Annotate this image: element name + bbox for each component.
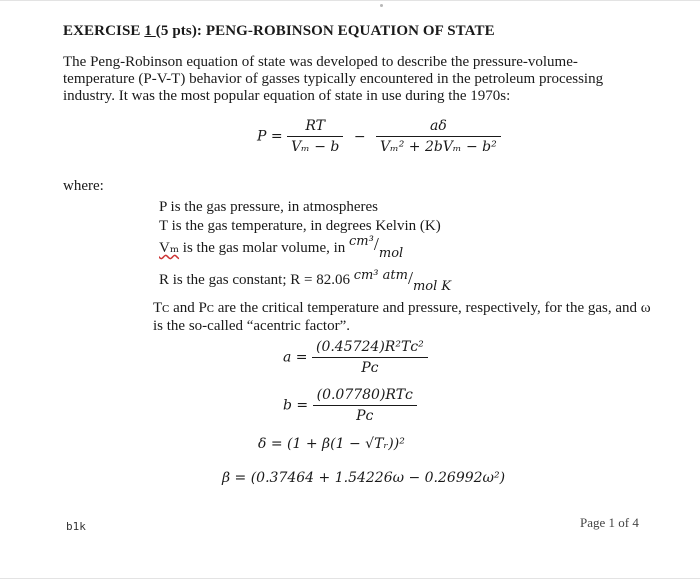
b-lhs: b = xyxy=(283,397,309,414)
exercise-title xyxy=(63,23,495,40)
page-number: Page 1 of 4 xyxy=(580,515,639,530)
peng-robinson-equation xyxy=(257,118,501,155)
where-label: where: xyxy=(63,178,104,194)
vm-unit-denominator: mol xyxy=(378,246,404,261)
r-unit-numerator: cm³ atm xyxy=(353,268,408,283)
b-denominator: Pᴄ xyxy=(356,408,374,424)
top-border xyxy=(0,0,700,1)
intro-line-1: The Peng-Robinson equation of state was developed to describe the pressure-volume- xyxy=(63,54,578,70)
intro-line-3: industry. It was the most popular equation of state in use during the 1970s: xyxy=(63,88,511,104)
term-2-denominator: Vₘ² + 2bVₘ − b² xyxy=(380,139,497,155)
intro-paragraph xyxy=(63,54,643,105)
term-2-numerator: aδ xyxy=(376,118,501,137)
title-number: 1 xyxy=(144,23,156,39)
b-fraction xyxy=(313,387,417,424)
a-fraction xyxy=(312,339,428,376)
def-molar-volume xyxy=(159,234,404,261)
r-text: R is the gas constant; R = 82.06 xyxy=(159,272,354,288)
a-denominator: Pᴄ xyxy=(361,360,379,376)
title-rest: (5 pts): PENG-ROBINSON EQUATION OF STATE xyxy=(155,23,495,39)
intro-line-2: temperature (P-V-T) behavior of gasses typically encountered in the petroleum processing xyxy=(63,71,604,87)
equation-b xyxy=(283,387,417,424)
equation-a xyxy=(283,339,428,376)
title-prefix: EXERCISE xyxy=(63,23,145,39)
equation-term-2 xyxy=(376,118,501,155)
vm-unit-slash: / xyxy=(373,234,379,254)
def-pressure: P is the gas pressure, in atmospheres xyxy=(159,199,378,215)
a-lhs: a = xyxy=(283,349,308,366)
equation-beta: β = (0.37464 + 1.54226ω − 0.26992ω²) xyxy=(222,470,506,486)
r-unit-denominator: mol K xyxy=(412,279,452,294)
def-temperature: T is the gas temperature, in degrees Kelvin (K) xyxy=(159,218,441,234)
footer-left-text: b1k xyxy=(66,520,86,533)
equation-lhs: P = xyxy=(257,128,283,145)
def-critical-line-1: Tᴄ and Pᴄ are the critical temperature and pressure, respectively, for the gas, and ω xyxy=(153,300,651,316)
equation-delta: δ = (1 + β(1 − √Tᵣ))² xyxy=(258,436,405,452)
vm-unit-numerator: cm³ xyxy=(349,234,374,249)
def-critical-line-2: is the so-called “acentric factor”. xyxy=(153,318,350,334)
b-numerator: (0.07780)RTᴄ xyxy=(313,387,417,406)
equation-term-1 xyxy=(287,118,343,155)
def-gas-constant xyxy=(159,268,452,294)
scroll-marker-dot xyxy=(380,4,383,7)
a-numerator: (0.45724)R²Tᴄ² xyxy=(312,339,428,358)
vm-symbol: Vₘ xyxy=(159,240,180,256)
vm-text: is the gas molar volume, in xyxy=(179,240,350,256)
term-1-numerator: RT xyxy=(287,118,343,137)
r-unit-slash: / xyxy=(407,268,413,288)
term-1-denominator: Vₘ − b xyxy=(291,139,340,155)
equation-minus: − xyxy=(353,128,366,145)
